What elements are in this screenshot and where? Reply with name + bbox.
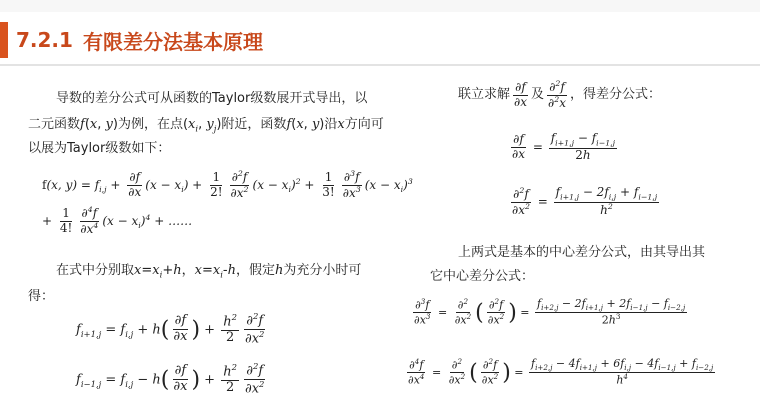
backward-expansion-equation: $f_{i-1,j} = f_{i,j} - h$( $\frac{\partial f}{\partial x}$ ) + $\frac{h^2}{2}$ $\frac{\partial^2f}{\partial x^2}$ [76, 361, 265, 397]
second-derivative-central-difference: $\frac{\partial^2f}{\partial x^2}$ = $\frac{f_{i+1,j} - 2f_{i,j} + f_{i-1,j}}{h^2}$ [512, 185, 658, 218]
top-band [0, 0, 760, 12]
fourth-derivative-central-difference: $\frac{\partial^4f}{\partial x^4}$ = $\frac{\partial^2}{\partial x^2}$ ( $\frac{\partial^2f}{\partial x^2}$ ) = $\frac{f_{i+2,j} - 4f_{i+1,j} + 6f_{i,j} - 4f_{i-1,j} + f_{i-2,j}}{h^4}$ [408, 357, 714, 388]
solve-intro: 联立求解 $\frac{\partial f}{\partial x}$ 及 $\frac{\partial^2f}{\partial^2x}$ ，得差分公式： [458, 79, 662, 110]
forward-expansion-equation: $f_{i+1,j} = f_{i,j} + h$( $\frac{\partial f}{\partial x}$ ) + $\frac{h^2}{2}$ $\frac{\partial^2f}{\partial x^2}$ [76, 311, 265, 347]
intro-paragraph-line2: 二元函数f(x, y)为例，在点($x_i$, $y_j$)附近，函数f(x, y)沿x方向可 [28, 117, 384, 134]
third-derivative-central-difference: $\frac{\partial^3f}{\partial x^3}$ = $\frac{\partial^2}{\partial x^2}$ ( $\frac{\partial^2f}{\partial x^2}$ ) = $\frac{f_{i+2,j} - 2f_{i+1,j} + 2f_{i-1,j} - f_{i-2,j}}{2h^3}$ [414, 297, 686, 328]
substitution-paragraph: 在式中分别取$x=x_i+h$，$x=x_i-h$，假定h为充分小时可 [56, 263, 362, 280]
intro-paragraph-line3: 以展为Taylor级数如下： [28, 141, 171, 156]
taylor-expansion-line2: + $\frac{1}{4!}$ $\frac{\partial^4f}{\partial x^4}$ $(x - x_i)^4$ + …… [42, 205, 193, 236]
page-title [16, 22, 263, 58]
section-title: 有限差分法基本原理 [82, 29, 263, 54]
substitution-paragraph-line2: 得： [28, 289, 55, 304]
central-difference-note: 上两式是基本的中心差分公式，由其导出其 [458, 245, 706, 260]
first-derivative-central-difference: $\frac{\partial f}{\partial x}$ = $\frac{f_{i+1,j} - f_{i-1,j}}{2h}$ [512, 131, 616, 163]
taylor-expansion-line1: f(x, $y) = f_{i,j}$ + $\frac{\partial f}{\partial x}$ $(x - x_i)$ + $\frac{1}{2!}$ $\frac{\partial^2f}{\partial x^2}$ $(x - x_i)^2$ + $\frac{1}{3!}$ $\frac{\partial^3f}{\partial x^3}$ $(x - x_i)^3$ [42, 169, 413, 200]
intro-paragraph: 导数的差分公式可从函数的Taylor级数展开式导出，以 [56, 91, 368, 106]
section-number: 7.2.1 [16, 28, 73, 52]
title-divider [0, 64, 760, 66]
title-accent-bar [0, 22, 8, 58]
central-difference-note-line2: 它中心差分公式： [430, 269, 535, 284]
